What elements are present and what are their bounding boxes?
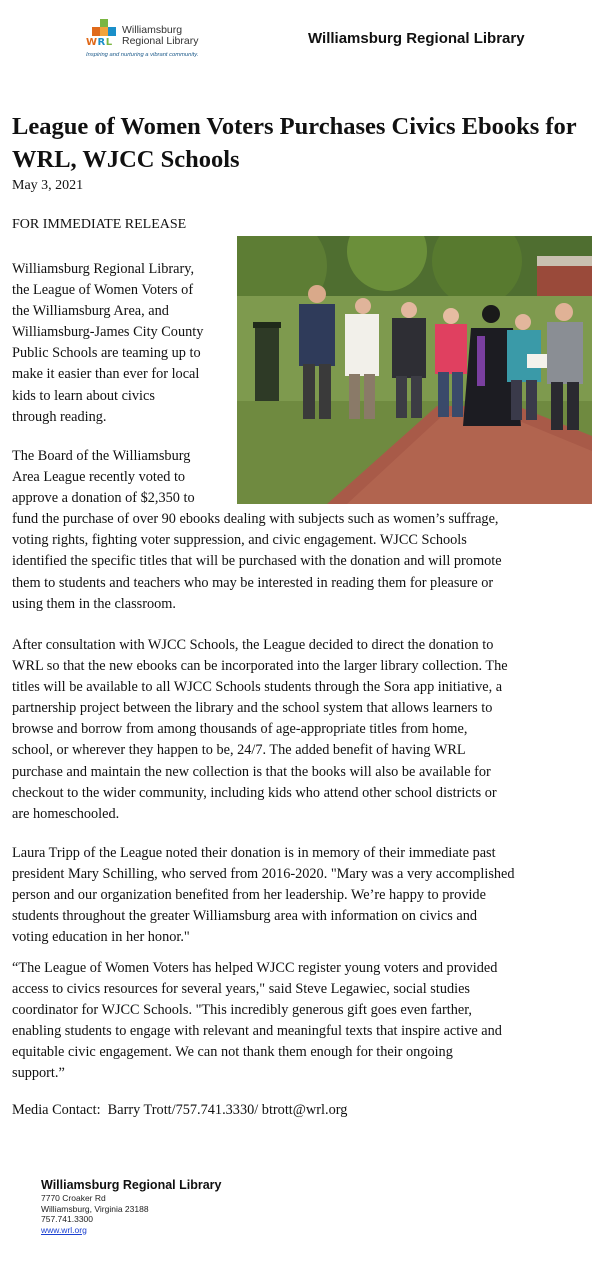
library-logo[interactable] — [86, 25, 236, 65]
footer-phone: 757.741.3300 — [41, 1214, 93, 1224]
paragraph-memorial: Laura Tripp of the League noted their donation is in memory of their immediate past president Mary Schilling, who served from 2016-2020. "Mary was a very accomplished person and our organization benefited from her leadership. We’re happy to provide students throughout the greater Williamsburg area with information on civics and voting education in her honor." — [12, 845, 515, 946]
release-label: FOR IMMEDIATE RELEASE — [12, 217, 187, 232]
paragraph-board-donation: The Board of the Williamsburg Area League recently voted to approve a donation of $2,350 to fund the purchase of over 90 ebooks dealing with subjects such as women’s suffrage, voting rights, fighting voter suppression, and civic engagement. WJCC Schools identified the specific titles that will be purchased with the donation and will promote them to students and teachers who may be interested in reading them for pleasure or using them in the classroom. — [12, 448, 502, 612]
media-contact: Media Contact: Barry Trott/757.741.3330/ btrott@wrl.org — [12, 1102, 348, 1118]
logo-tagline: Inspiring and nurturing a vibrant community. — [86, 52, 199, 58]
article-date: May 3, 2021 — [12, 178, 84, 193]
footer-address-city: Williamsburg, Virginia 23188 — [41, 1203, 149, 1214]
footer-library-name: Williamsburg Regional Library — [41, 1178, 222, 1192]
footer-website-link[interactable]: www.wrl.org — [41, 1224, 87, 1235]
paragraph-quote: “The League of Women Voters has helped WJCC register young voters and provided access to civics resources for several years," said Steve Legawiec, social studies coordinator for WJCC Schools. "This incredibly generous gift goes even farther, enabling students to engage with relevant and meaningful texts that inspire active and equitable civic engagement. We can not thank them enough for their ongoing support.” — [12, 960, 502, 1082]
header-title: Williamsburg Regional Library — [308, 30, 525, 47]
paragraph-intro: Williamsburg Regional Library, the League of Women Voters of the Williamsburg Area, and Williamsburg-James City County Public Schools are teaming up to make it easier than ever for local kids to learn about civics through reading. — [12, 261, 204, 425]
footer-address-street: 7770 Croaker Rd — [41, 1193, 106, 1203]
logo-name: Williamsburg Regional Library — [122, 24, 199, 47]
page-header — [0, 0, 604, 78]
paragraph-consultation: After consultation with WJCC Schools, the League decided to direct the donation to WRL so that the new ebooks can be incorporated into the larger library collection. The titles will be available to all WJCC Schools students through the Sora app initiative, a partnership project between the library and the school system that allows learners to browse and borrow from among thousands of age-appropriate titles from home, school, or wherever they happen to be, 24/7. The added benefit of having WRL purchase and maintain the new collection is that the books will also be available for checkout to the wider community, including kids who attend other school districts or are homeschooled. — [12, 637, 508, 822]
logo-letters: WRL — [86, 37, 113, 48]
logo-mark — [86, 25, 120, 51]
page-footer — [41, 1177, 221, 1235]
article-headline: League of Women Voters Purchases Civics Ebooks for WRL, WJCC Schools — [12, 113, 577, 173]
